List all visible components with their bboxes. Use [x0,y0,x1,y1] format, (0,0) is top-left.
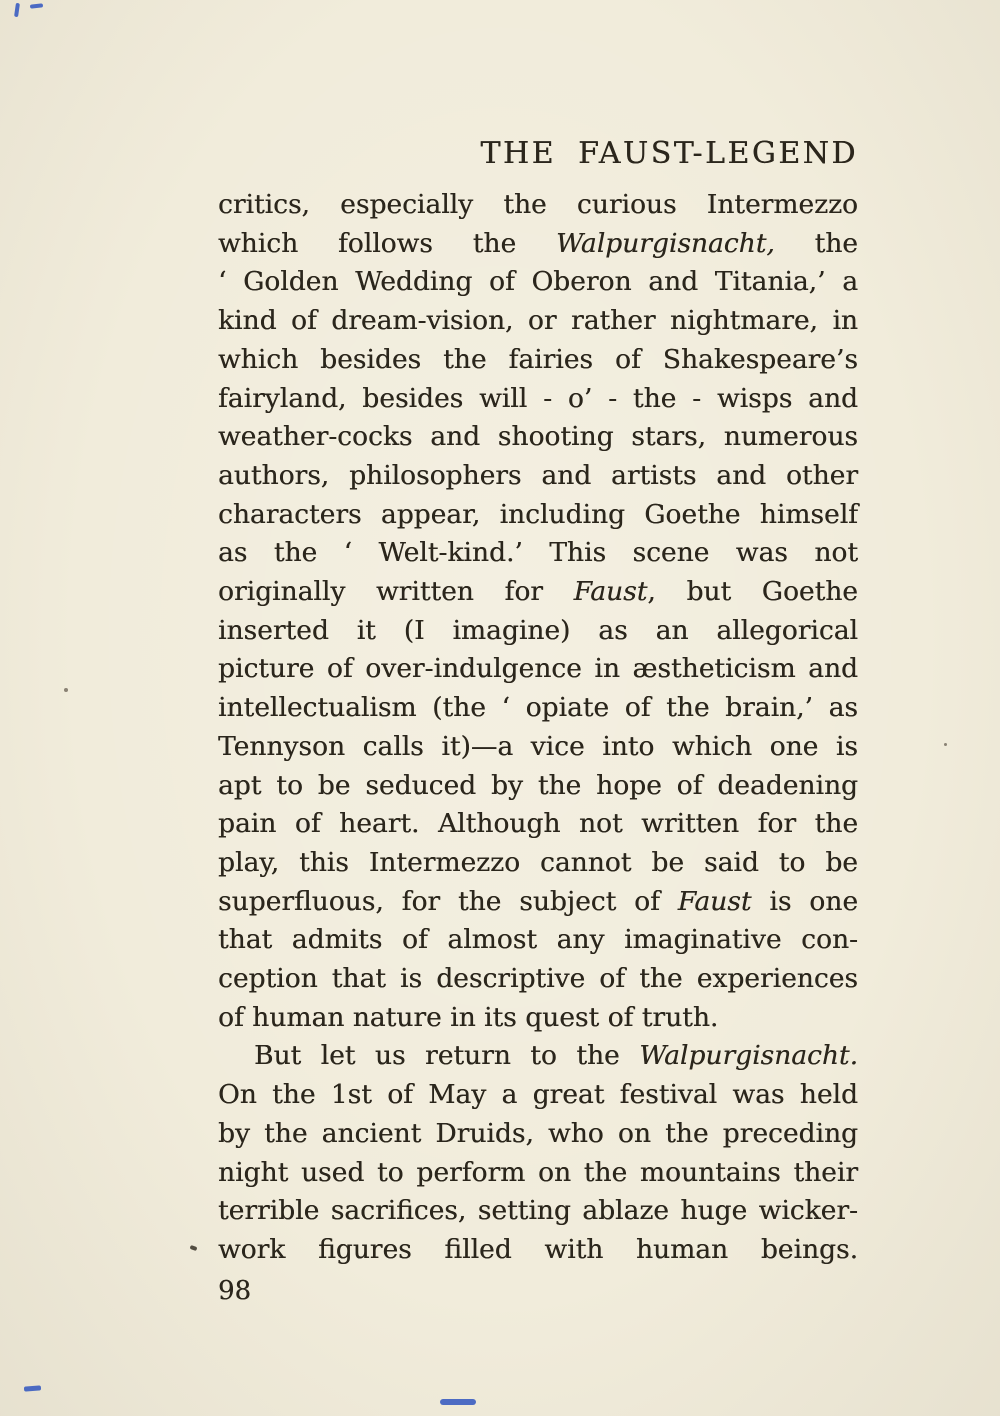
text-line [218,689,858,728]
body-text [218,186,858,1270]
scan-mark [14,3,20,17]
text-segment: critics, especially the curious Intermezzo [218,189,858,220]
text-line [218,767,858,806]
page-number: 98 [218,1275,252,1306]
text-segment: terrible sacrifices, setting ablaze huge wicker- [218,1195,858,1227]
text-segment: kind of dream-vision, or rather nightmare, in [218,305,858,337]
text-segment: the [774,227,858,259]
scan-mark [440,1399,476,1405]
text-segment: But let us return to the [254,1040,640,1072]
text-segment: inserted it (I imagine) as an allegorical [218,614,858,646]
text-line [218,1192,858,1231]
text-segment: work figures filled with human beings. [218,1233,858,1265]
text-segment: On the 1st of May a great festival was held [218,1079,858,1111]
text-line [218,1037,858,1076]
text-segment: night used to perform on the mountains their [218,1156,858,1188]
text-segment: authors, philosophers and artists and other [218,459,858,491]
text-segment: ‘ Golden Wedding of Oberon and Titania,’ a [218,266,858,298]
paper-speck [64,688,68,692]
text-segment: superfluous, for the subject of [218,885,678,917]
paper-speck [190,1245,198,1251]
text-line [218,380,858,419]
text-line [218,960,858,999]
text-segment: originally written for [218,576,574,608]
text-line [218,418,858,457]
text-line [218,302,858,341]
text-line [218,883,858,922]
page-title: THE FAUST-LEGEND [480,136,858,171]
text-line [218,921,858,960]
text-segment: picture of over-indulgence in æstheticism and [218,653,858,685]
text-line [218,573,858,612]
text-segment: which besides the fairies of Shakespeare’s [218,343,858,375]
text-line [218,1154,858,1193]
text-line [218,612,858,651]
text-segment: play, this Intermezzo cannot be said to be [218,846,858,878]
italic-text: Walpurgisnacht. [639,1040,858,1072]
text-segment: which follows the [218,227,556,259]
text-line [218,728,858,767]
italic-text: Walpurgisnacht, [555,227,775,259]
text-line [218,844,858,883]
text-line [218,1231,858,1270]
text-line [218,341,858,380]
text-segment: of human nature in its quest of truth. [218,1001,719,1033]
italic-text: Faust [677,885,752,917]
text-segment: , but Goethe [647,576,858,608]
text-line [218,1115,858,1154]
text-line [218,805,858,844]
text-block [218,136,858,1308]
text-segment: ception that is descriptive of the experiences [218,963,858,995]
scan-mark [24,1385,41,1391]
text-segment: as the ‘ Welt-kind.’ This scene was not [218,537,858,569]
text-segment: characters appear, including Goethe himself [218,498,858,530]
paper-speck [944,743,947,746]
text-line [218,457,858,496]
text-line [218,225,858,264]
text-line [218,650,858,689]
text-line [218,1076,858,1115]
text-line [218,534,858,573]
text-segment: is one [751,885,858,917]
text-segment: Tennyson calls it)—a vice into which one is [218,730,858,762]
scan-mark [30,3,43,8]
text-line [218,263,858,302]
text-segment: pain of heart. Although not written for the [218,808,858,840]
text-segment: apt to be seduced by the hope of deadening [218,769,858,801]
text-segment: by the ancient Druids, who on the preceding [218,1117,858,1149]
text-segment: weather-cocks and shooting stars, numerous [218,421,858,453]
text-line [218,496,858,535]
text-segment: fairyland, besides will - o’ - the - wisps and [218,382,858,414]
italic-text: Faust [573,576,648,608]
text-segment: that admits of almost any imaginative con- [218,924,858,956]
text-segment: intellectualism (the ‘ opiate of the brain,’ as [218,692,858,724]
text-line [218,186,858,225]
text-line [218,999,858,1038]
